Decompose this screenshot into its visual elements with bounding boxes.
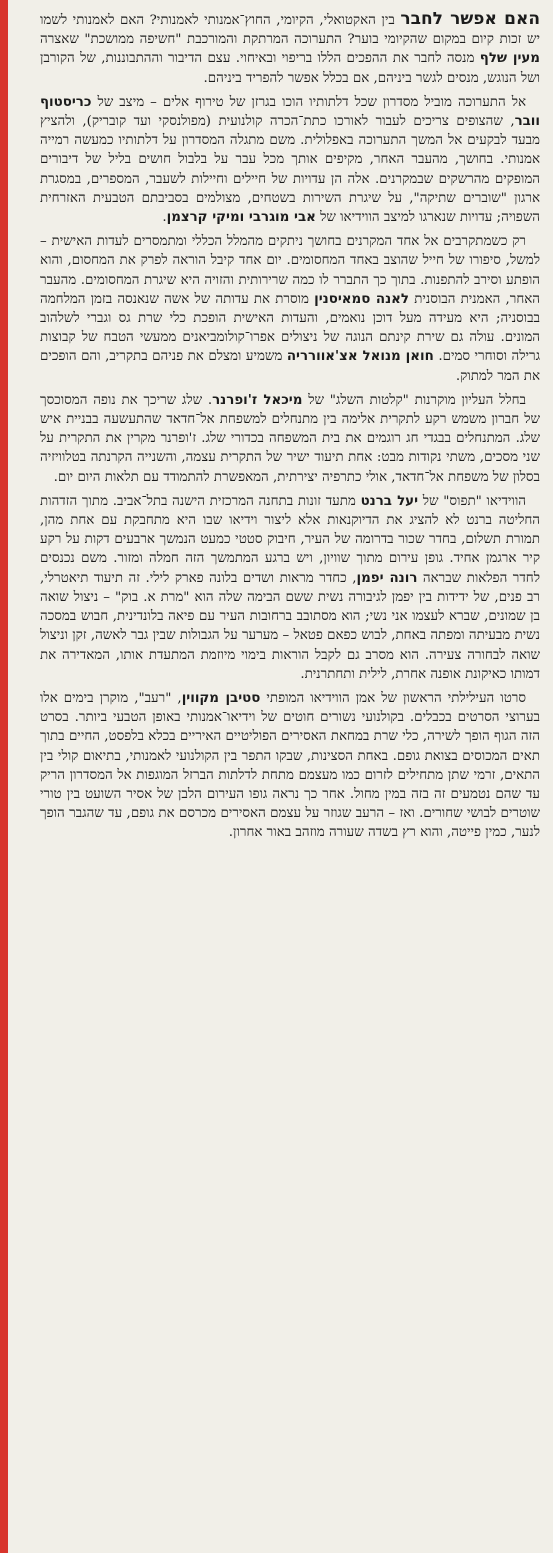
paragraph-text: , "רעב", מוקרן בימים אלו בערוצי הסרטים בכבלים. בקולנועי נשורים חוטים של וידיאו־אמנותי באופן הטבעי ביותר. בסרט הזה הגוף הופך לשירה, כלי שרת במחאת האסירים הפוליטיים האיריים בכלא בלפסט, החיים בתוך תאים המכוסים בצואת גופם. באחת הסצינות, שבקו התפר בין הקולנועי לאמנותי, בתיאום קולי בין התאים, זרמי שתן מתחילים לזרום כמו מעצמם מתחת לדלתות הברזל המוגפות אל המסדרון הריק עד שהם נטמעים זה בזה במין מחול. אחר כך נראה גופו העירום הלבן של אסיר השועט בין טורי שוטרים לבושי שחורים. ואז – הרעב שגוזר על עצמם האסירים מכרסם את גופם, עד שהגבר הופך לנער, כמין פייטה, והוא רץ בשדה שעורה מוזהב באור אחרון. [40,690,540,841]
artist-name: לאנה סמאיסנין [314,291,410,307]
artist-name: יעל ברנט [360,493,419,509]
artist-name: אבי מוגרבי ומיקי קרצמן [166,210,316,226]
paragraph-text: משמיע ומצלם את פניהם בתקריב, והם הופכים את המר למתוק. [40,349,540,384]
paragraph-text: מנסה לחבר את ההפכים הללו בריפוי ובאיחוי. עצם הדיבור וההתבוננות, של הקורבן ושל הנוגש, מנסים לגשר ביניהם, אם בכלל אפשר להפריד ביניהם. [40,51,540,86]
artist-name: כריסטוף וובר [40,94,540,130]
paragraph-text: . [162,210,167,226]
paragraph-text: הווידיאו "תפוס" של [418,493,526,509]
article-paragraph [40,391,540,487]
lead-text: האם אפשר לחבר [400,10,540,29]
article-paragraph [40,689,540,843]
artist-name: מעין שלף [479,51,540,67]
paragraph-text: אל התערוכה מוביל מסדרון שכל דלתותיו הוכו בגרזן של טירוף אלים – מיצב של [91,94,526,110]
paragraph-text: בחלל העליון מוקרנות "קלטות השלג" של [302,392,526,408]
paragraph-text: סרטו העילילתי הראשון של אמן הווידיאו המופתי [260,690,526,706]
paragraph-text: , כחדר מראות ושדים בלונה פארק לילי. זה תיעוד תיאטרלי, רב פנים, של ידידות בין יפמן לגיבורה נשית ששם הבימה שלה הוא "מרת א. בוק" – ניצול שואה בן שמונים, שברא לעצמו אני נשי; הוא מסתובב ברחובות העיר עם פיאה בלונדינית, חבוש במסכה נשית מבעיתה ומפתה באחת, לבוש כפאם פטאל – מערער על הגבולות שבין גבר לאשה, זקן וניצול שואה לבחורה צעירה. הוא מסרב גם לקבל הוראות בימוי מיוזמת המתעדת אותו, המאדירה את דמותו כאיקונת אופנה אחרת, לילית ותחתרנית. [40,570,540,682]
article-paragraph [40,492,540,684]
artist-name: רונה יפמן [356,570,418,586]
paragraph-text: רק כשמתקרבים אל אחד המקרנים בחושך ניתקים מהמלל הכללי ומתמסרים לעדות האישית – למשל, סיפורו של חייל שהוצב באחד המחסומים. יום אחד קיבל הוראה לפרק את המחסום, והוא הופתע וסירב להתפנות. בתוך כך התברר לו כמה שרירותית והזויה היא שיגרת המחסומים. מהעבר האחר, האמנית הבוסנית [40,234,540,307]
paragraph-text: , שהצופים צריכים לעבור לאורכו כתת־הכרה קולנועית (מפולנסקי ועד קובריק), ולהציץ מבעד לבקעים אל המשך התערוכה באפלולית. משם מתגלה המסדרון על דלתותיו כמעשה רמייה אמנותי. בחושך, מהעבר האחר, מקיפים אותך מכל עבר על בלבול חושים בליל של דיבורים המופקים מהרשקים שבמקרנים. אלה הן עדויות של חיילים וחיילות לשעבר, המספרים, במסגרת ארגון "שוברים שתיקה", על שיגרת השירות בשטחים, מצולמים בסביבתם הטבעית האזרחית השפויה; עדויות שנארגו למיצב הווידיאו של [40,114,540,226]
paragraph-text: מוסרת את עדותה של אשה שנאנסה בזמן המלחמה בבוסניה; היא מעידה מעל דוכן נואמים, והעדות האישית הופכת כלי שרת גס וגברי לשלהוב המונים. עולה גם שירת קינתם הנוגה של ניצולים אפרו־קולומביאנים ממעשי הטבח של קבוצות גרילה וסוחרי סמים. [40,291,540,365]
article-paragraph [40,93,540,227]
artist-name: חואן מנואל אצ'אוורריה [286,349,434,365]
article-column [40,10,540,1545]
artist-name: סטיבן מקווין [181,690,261,706]
paragraph-text: מתעד זונות בתחנה המרכזית הישנה בתל־אביב. מתוך הזדהות החליטה ברנט לא להציג את הדיוקנאות אלא ליצור וידיאו שבו היא מתחבקת עם אחת מהן, תמורת תשלום, בחדר שכור בדרומה של העיר, חיבוק סטטי כמעט הנמשך ארבעים דקות על רקע קיר ארגמן אחיד. גופן עירום מתוך שוויון, ויש ברגע המתמשך הזה חמלה ומזור. משם נכנסים לחדר הפלאות שבראה [40,493,540,586]
red-margin-bar [0,0,8,1553]
artist-name: מיכאל ז'ופרנר [212,392,303,408]
article-paragraph [40,10,540,88]
paragraph-text: . שלג שריכך את נופה המסוכסך של חברון משמש רקע לתקרית אלימה בין מתנחלים למשפחת אל־חדאד שהתעשעה בבניית איש שלג. המתנחלים בבגדי חג רוגמים את בית המשפחה בכדורי שלג. ז'ופרנר מקרין את התקרית על שני מסכים, משתי נקודות מבט: אחת תיעוד ישיר של התקרית עצמה, והשנייה הקרנתה בטלוויזיה בסלון של משפחת אל־חדאד, אולי כתרפיה יצירתית, המאפשרת להתמודד עם תלאות היום יום. [40,392,540,485]
article-paragraph [40,232,540,386]
paragraph-text: בין האקטואלי, הקיומי, החוץ־אמנותי לאמנותי? האם לאמנותי לשמו יש זכות קיום במקום שהקיומי בוער? התערוכה המרתקת והמורכבת "חשיפה ממושכת" שאצרה [40,13,540,48]
